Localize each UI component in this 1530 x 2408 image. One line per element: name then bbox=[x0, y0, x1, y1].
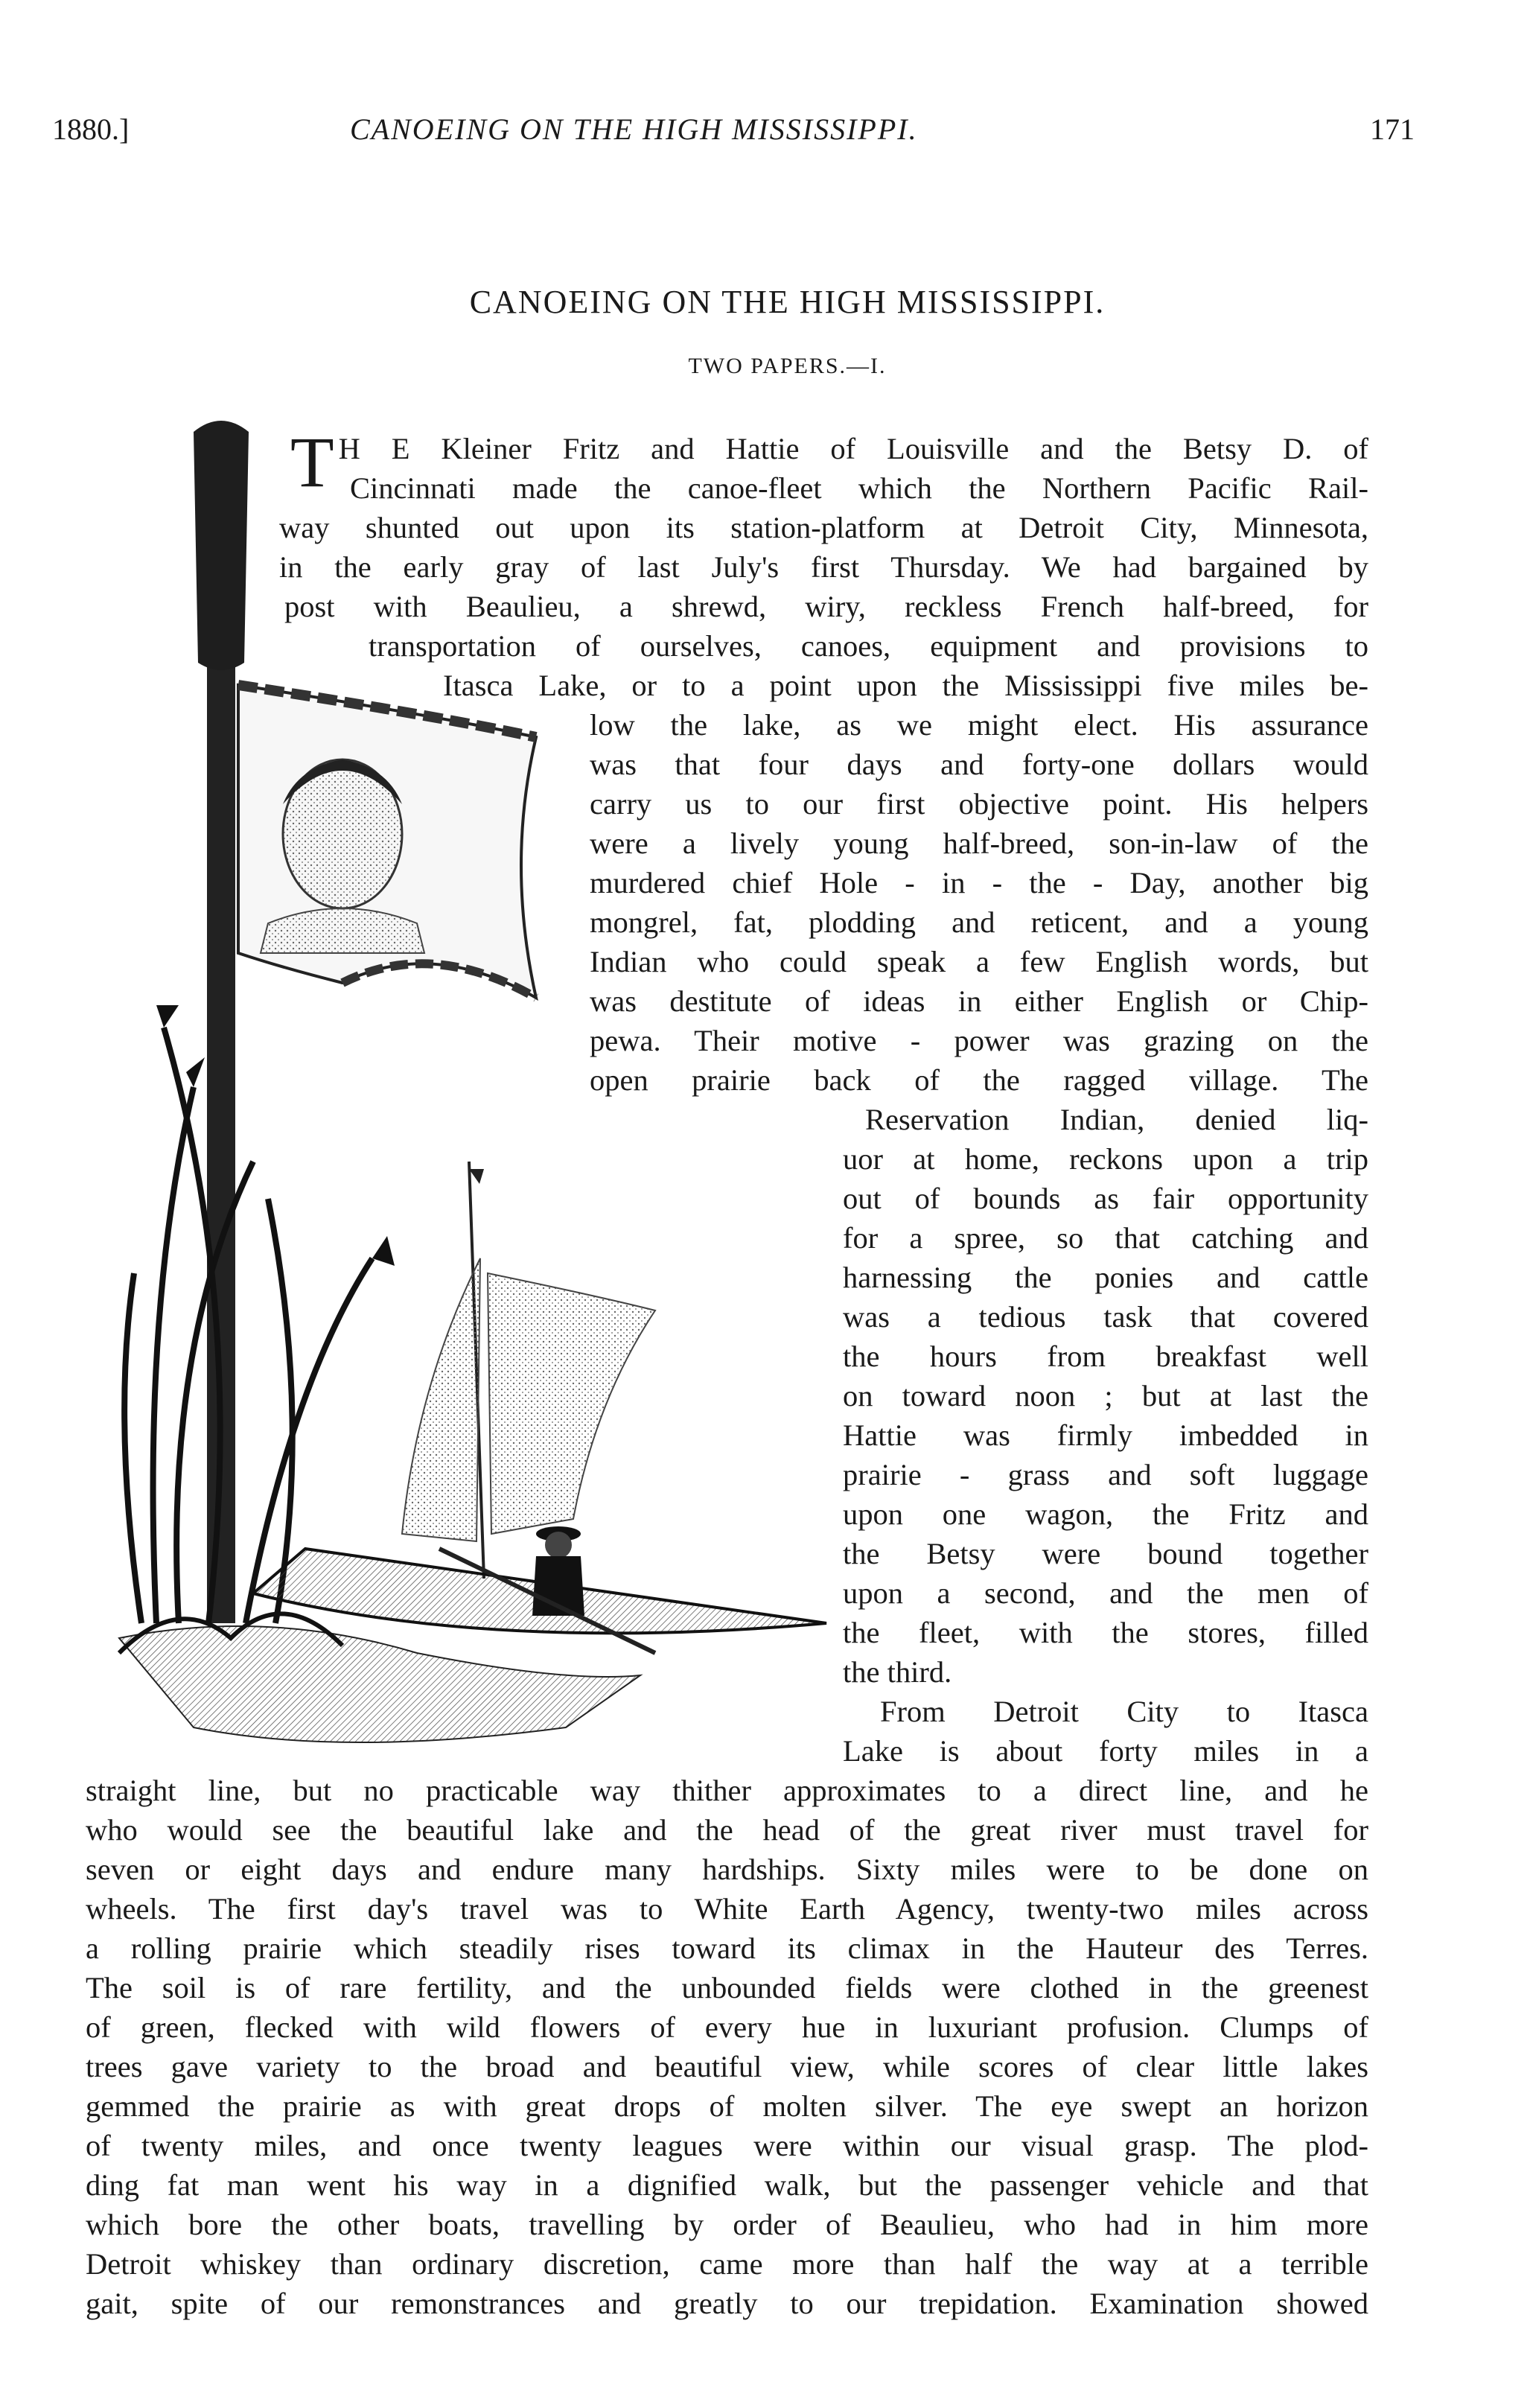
text-line: gait, spite of our remonstrances and greatly to our trepidation. Examination showed bbox=[86, 2287, 1368, 2320]
text-line: were a lively young half-breed, son-in-law of the bbox=[590, 826, 1368, 860]
text-line: Cincinnati made the canoe-fleet which the Northern Pacific Rail- bbox=[350, 471, 1368, 505]
text-line: trees gave variety to the broad and beautiful view, while scores of clear little lakes bbox=[86, 2050, 1368, 2083]
page-number: 171 bbox=[1370, 112, 1415, 146]
text-line: mongrel, fat, plodding and reticent, and a young bbox=[590, 905, 1368, 939]
drop-cap: T bbox=[290, 422, 334, 502]
text-line: harnessing the ponies and cattle bbox=[843, 1261, 1368, 1294]
text-line: way shunted out upon its station-platform at Detroit City, Minnesota, bbox=[279, 511, 1368, 544]
text-line: post with Beaulieu, a shrewd, wiry, reckless French half-breed, for bbox=[284, 590, 1368, 623]
text-line: T H E Kleiner Fritz and Hattie of Louisville and the Betsy D. of bbox=[290, 422, 1368, 502]
running-header bbox=[52, 112, 1415, 156]
text-line: ding fat man went his way in a dignified walk, but the passenger vehicle and that bbox=[86, 2168, 1368, 2202]
text-line: Reservation Indian, denied liq- bbox=[865, 1103, 1368, 1136]
text-line: the fleet, with the stores, filled bbox=[843, 1616, 1368, 1649]
text-line: Itasca Lake, or to a point upon the Mississippi five miles be- bbox=[443, 669, 1368, 702]
text-line: straight line, but no practicable way thither approximates to a direct line, and he bbox=[86, 1774, 1368, 1807]
text-line: which bore the other boats, travelling by order of Beaulieu, who had in him more bbox=[86, 2208, 1368, 2241]
text-line: upon a second, and the men of bbox=[843, 1576, 1368, 1610]
text-line: low the lake, as we might elect. His assurance bbox=[590, 708, 1368, 742]
text-line: open prairie back of the ragged village. The bbox=[590, 1063, 1368, 1097]
text-line: Hattie was firmly imbedded in bbox=[843, 1418, 1368, 1452]
text-line: Lake is about forty miles in a bbox=[843, 1734, 1368, 1768]
text-line: of green, flecked with wild flowers of every hue in luxuriant profusion. Clumps of bbox=[86, 2010, 1368, 2044]
text-line: the hours from breakfast well bbox=[843, 1340, 1368, 1373]
text-line: a rolling prairie which steadily rises toward its climax in the Hauteur des Terres. bbox=[86, 1931, 1368, 1965]
text-line: uor at home, reckons upon a trip bbox=[843, 1142, 1368, 1176]
text-line: pewa. Their motive - power was grazing on the bbox=[590, 1024, 1368, 1057]
text-line: transportation of ourselves, canoes, equipment and provisions to bbox=[369, 629, 1368, 663]
text-line: prairie - grass and soft luggage bbox=[843, 1458, 1368, 1491]
text-line: of twenty miles, and once twenty leagues were within our visual grasp. The plod- bbox=[86, 2129, 1368, 2162]
text-line: Indian who could speak a few English words, but bbox=[590, 945, 1368, 978]
text-line: in the early gray of last July's first Thursday. We had bargained by bbox=[279, 550, 1368, 584]
text-line: Detroit whiskey than ordinary discretion, came more than half the way at a terrible bbox=[86, 2247, 1368, 2281]
text-line: the Betsy were bound together bbox=[843, 1537, 1368, 1570]
header-running-title: CANOEING ON THE HIGH MISSISSIPPI. bbox=[350, 112, 918, 146]
text-line: was that four days and forty-one dollars would bbox=[590, 748, 1368, 781]
text-line: upon one wagon, the Fritz and bbox=[843, 1497, 1368, 1531]
article-subtitle: TWO PAPERS.—I. bbox=[688, 354, 887, 378]
text-line: carry us to our first objective point. His helpers bbox=[590, 787, 1368, 821]
text-line: From Detroit City to Itasca bbox=[880, 1695, 1368, 1728]
text-line: murdered chief Hole - in - the - Day, another big bbox=[590, 866, 1368, 899]
text-line: was a tedious task that covered bbox=[843, 1300, 1368, 1334]
article-title: CANOEING ON THE HIGH MISSISSIPPI. bbox=[469, 284, 1106, 320]
text-line: The soil is of rare fertility, and the unbounded fields were clothed in the greenest bbox=[86, 1971, 1368, 2004]
text-line: was destitute of ideas in either English or Chip- bbox=[590, 984, 1368, 1018]
text-line: seven or eight days and endure many hardships. Sixty miles were to be done on bbox=[86, 1853, 1368, 1886]
text-line: wheels. The first day's travel was to White Earth Agency, twenty-two miles across bbox=[86, 1892, 1368, 1926]
text-line: out of bounds as fair opportunity bbox=[843, 1182, 1368, 1215]
text-line: on toward noon ; but at last the bbox=[843, 1379, 1368, 1412]
text-line: for a spree, so that catching and bbox=[843, 1221, 1368, 1255]
text-line: the third. bbox=[843, 1655, 952, 1689]
text-line: gemmed the prairie as with great drops of molten silver. The eye swept an horizon bbox=[86, 2089, 1368, 2123]
text-line: who would see the beautiful lake and the head of the great river must travel for bbox=[86, 1813, 1368, 1847]
header-year: 1880.] bbox=[52, 112, 130, 146]
